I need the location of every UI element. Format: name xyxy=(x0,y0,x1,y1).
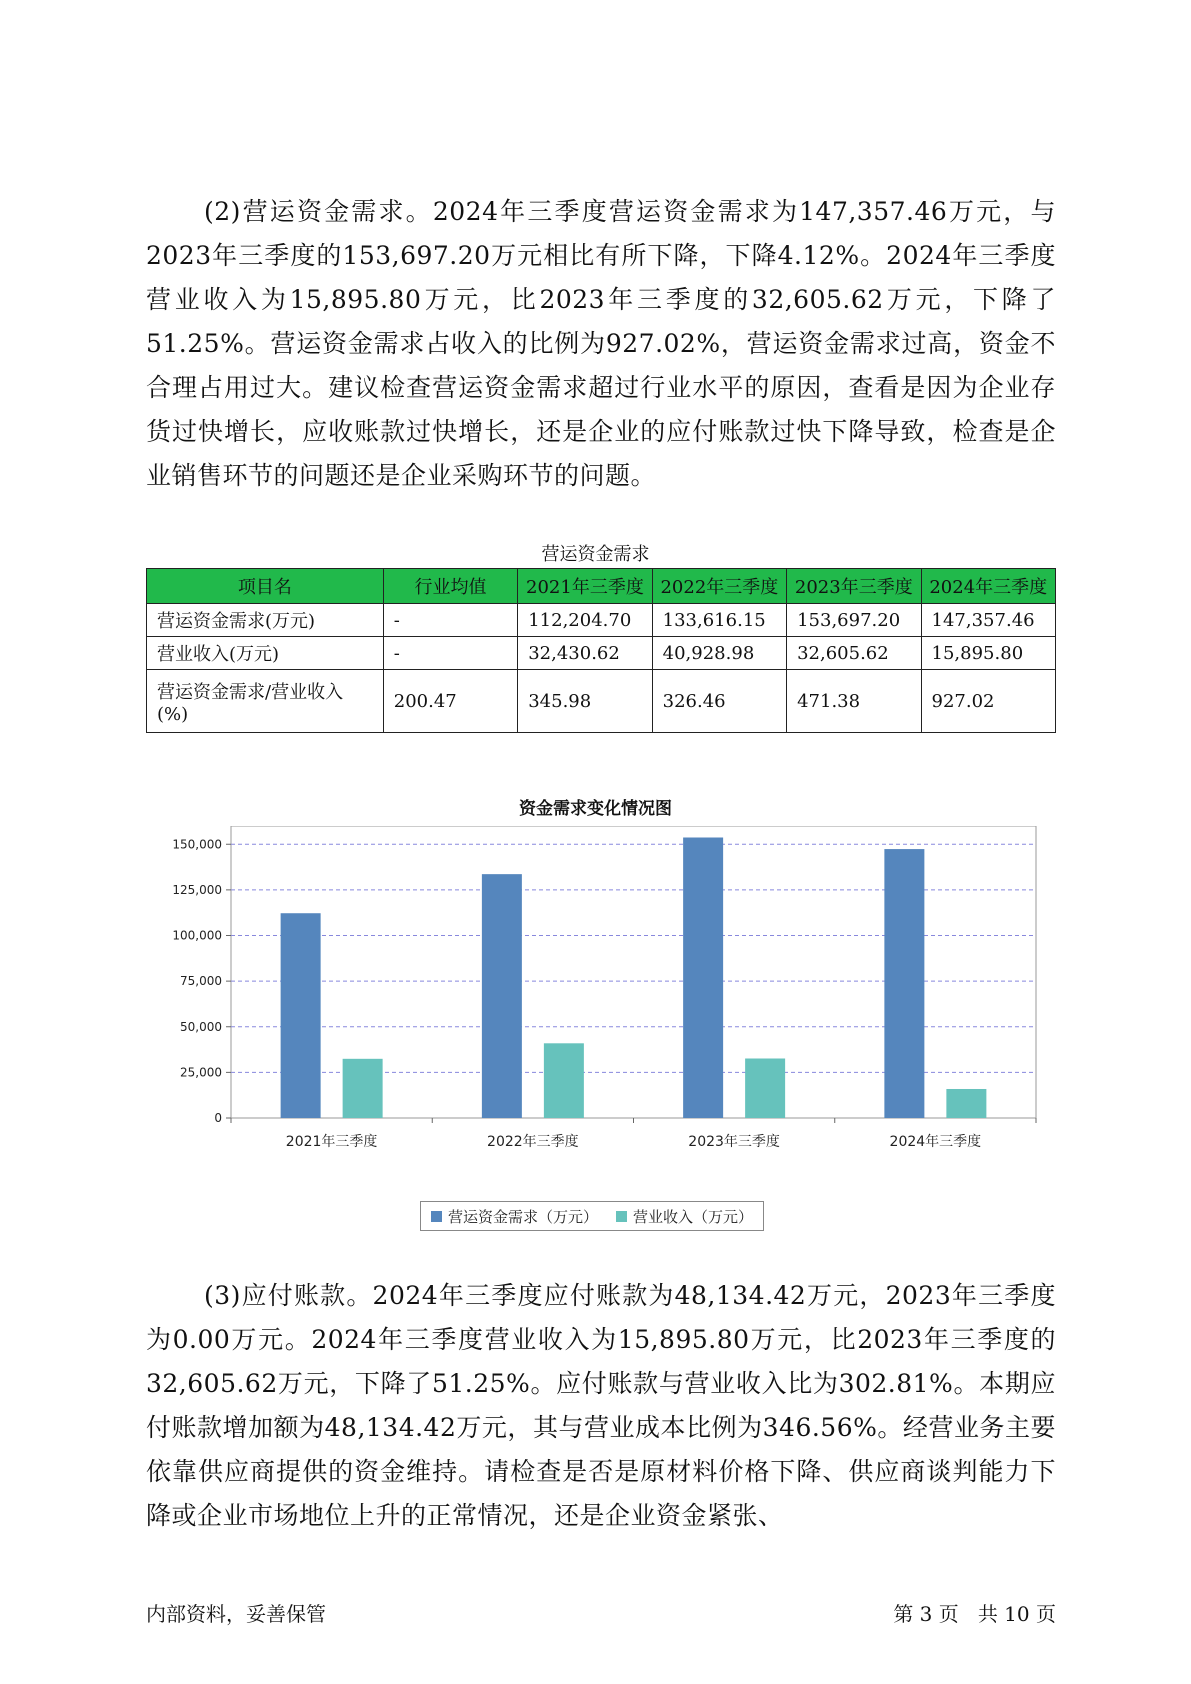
x-tick-label: 2023年三季度 xyxy=(688,1134,780,1150)
y-tick-label: 25,000 xyxy=(180,1065,222,1080)
legend-swatch xyxy=(616,1211,627,1222)
footer-confidential: 内部资料，妥善保管 xyxy=(146,1602,326,1626)
table-cell: 营运资金需求/营业收入(%) xyxy=(147,670,384,733)
table-header-cell: 2024年三季度 xyxy=(921,569,1055,604)
x-tick-label: 2022年三季度 xyxy=(487,1134,579,1150)
table-header-cell: 2022年三季度 xyxy=(652,569,786,604)
table-cell: 200.47 xyxy=(383,670,517,733)
bar xyxy=(343,1059,383,1118)
table-header-cell: 项目名 xyxy=(147,569,384,604)
y-tick-label: 75,000 xyxy=(180,974,222,989)
table-cell: 营运资金需求(万元) xyxy=(147,604,384,637)
legend-label: 营运资金需求（万元） xyxy=(448,1207,599,1226)
table-cell: 15,895.80 xyxy=(921,637,1055,670)
table-cell: 32,605.62 xyxy=(787,637,921,670)
table-row xyxy=(147,670,1056,733)
bar xyxy=(745,1058,785,1118)
paragraph-accounts-payable xyxy=(146,1274,1056,1538)
bar xyxy=(683,838,723,1118)
y-tick-label: 100,000 xyxy=(172,928,222,943)
y-tick-label: 125,000 xyxy=(172,882,222,897)
x-tick-label: 2021年三季度 xyxy=(285,1134,378,1150)
table-cell: 营业收入(万元) xyxy=(147,637,384,670)
table-cell: 345.98 xyxy=(518,670,652,733)
bar xyxy=(946,1089,986,1118)
table-cell: 326.46 xyxy=(652,670,786,733)
y-tick-label: 50,000 xyxy=(180,1019,222,1034)
footer-page-number: 第 3 页 共 10 页 xyxy=(893,1602,1056,1626)
table-header-cell: 2021年三季度 xyxy=(518,569,652,604)
table-header-row xyxy=(147,569,1056,604)
table-cell: 32,430.62 xyxy=(518,637,652,670)
table-header-cell: 行业均值 xyxy=(383,569,517,604)
legend-label: 营业收入（万元） xyxy=(633,1207,754,1226)
bar xyxy=(281,913,321,1118)
table-cell: - xyxy=(383,637,517,670)
bar xyxy=(544,1043,584,1118)
table-cell: 471.38 xyxy=(787,670,921,733)
table-cell: 927.02 xyxy=(921,670,1055,733)
bar-chart xyxy=(146,826,1056,1196)
x-tick-label: 2024年三季度 xyxy=(889,1134,982,1150)
table-cell: 40,928.98 xyxy=(652,637,786,670)
table-row xyxy=(147,604,1056,637)
legend-item xyxy=(616,1206,753,1227)
paragraph-working-capital xyxy=(146,190,1056,498)
table-cell: 133,616.15 xyxy=(652,604,786,637)
table-row xyxy=(147,637,1056,670)
y-tick-label: 150,000 xyxy=(172,837,222,852)
table-cell: 112,204.70 xyxy=(518,604,652,637)
bar xyxy=(482,874,522,1118)
y-tick-label: 0 xyxy=(214,1111,222,1125)
legend-swatch xyxy=(431,1211,442,1222)
table-header-cell: 2023年三季度 xyxy=(787,569,921,604)
table-cell: - xyxy=(383,604,517,637)
table-title: 营运资金需求 xyxy=(541,544,650,565)
legend-item xyxy=(431,1206,598,1227)
bar xyxy=(884,849,924,1118)
table-cell: 153,697.20 xyxy=(787,604,921,637)
paragraph-text: (3)应付账款。2024年三季度应付账款为48,134.42万元，2023年三季度为0.00万元。2024年三季度营业收入为15,895.80万元，比2023年三季度的32,605.62万元，下降了51.25%。应付账款与营业收入比为302.81%。本期应付账款增加额为48,134.42万元，其与营业成本比例为346.56%。经营业务主要依靠供应商提供的资金维持。请检查是否是原材料价格下降、供应商谈判能力下降或企业市场地位上升的正常情况，还是企业资金紧张、 xyxy=(146,1281,1056,1530)
chart-legend xyxy=(420,1201,764,1231)
paragraph-text: (2)营运资金需求。2024年三季度营运资金需求为147,357.46万元，与2023年三季度的153,697.20万元相比有所下降，下降4.12%。2024年三季度营业收入为15,895.80万元，比2023年三季度的32,605.62万元，下降了51.25%。营运资金需求占收入的比例为927.02%，营运资金需求过高，资金不合理占用过大。建议检查营运资金需求超过行业水平的原因，查看是因为企业存货过快增长，应收账款过快增长，还是企业的应付账款过快下降导致，检查是企业销售环节的问题还是企业采购环节的问题。 xyxy=(146,197,1056,490)
chart-title: 资金需求变化情况图 xyxy=(519,799,672,819)
table-cell: 147,357.46 xyxy=(921,604,1055,637)
working-capital-table xyxy=(146,568,1056,733)
